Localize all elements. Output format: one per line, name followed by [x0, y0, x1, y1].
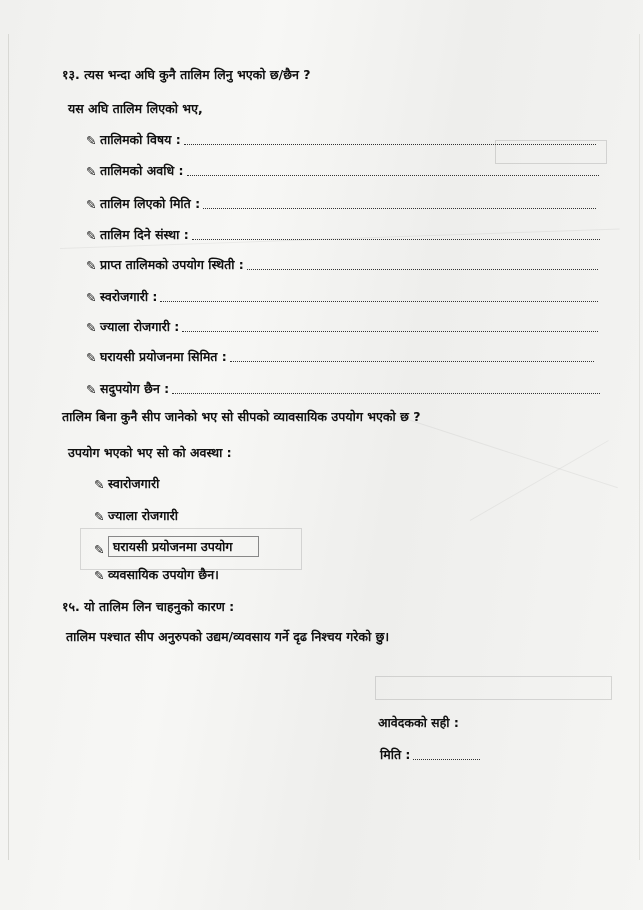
field-household-use[interactable] [86, 348, 594, 365]
bleed-through-box [375, 676, 612, 700]
q15-answer-text: तालिम पश्चात सीप अनुरुपको उद्यम/व्यवसाय गर्ने दृढ निश्चय गरेको छु। [66, 629, 390, 644]
pencil-bullet-icon: ✎ [86, 258, 97, 273]
field-not-used[interactable] [86, 380, 600, 397]
q15-heading [62, 598, 234, 615]
option-label: घरायसी प्रयोजनमा उपयोग [108, 536, 259, 557]
q14-heading [62, 408, 420, 425]
signature-date-label: मिति : [380, 747, 411, 762]
fill-line[interactable] [203, 207, 596, 209]
field-label: घरायसी प्रयोजनमा सिमित : [100, 349, 227, 364]
q13-intro [68, 100, 203, 117]
q14-heading-text: तालिम बिना कुनै सीप जानेको भए सो सीपको व्यावसायिक उपयोग भएको छ ? [62, 409, 421, 424]
pencil-bullet-icon: ✎ [94, 477, 105, 492]
field-training-duration[interactable] [86, 162, 599, 179]
date-fill-line[interactable] [413, 758, 480, 760]
fill-line[interactable] [160, 300, 598, 302]
field-label: तालिमको अवधि : [100, 163, 184, 178]
q13-intro-text: यस अघि तालिम लिएको भए, [68, 101, 203, 116]
fill-line[interactable] [247, 268, 598, 270]
pencil-bullet-icon: ✎ [86, 228, 97, 243]
field-label: सदुपयोग छैन : [100, 381, 170, 396]
pencil-bullet-icon: ✎ [86, 320, 97, 335]
q13-heading [62, 66, 311, 83]
pencil-bullet-icon: ✎ [94, 509, 105, 524]
q14-intro [68, 444, 232, 461]
field-training-institution[interactable] [86, 226, 600, 243]
pencil-bullet-icon: ✎ [86, 290, 97, 305]
field-label: तालिमको विषय : [100, 132, 181, 147]
fill-line[interactable] [172, 392, 600, 394]
option-label: स्वारोजगारी [108, 476, 160, 491]
field-wage-employment[interactable] [86, 318, 598, 335]
fill-line[interactable] [184, 143, 596, 145]
option-household-use[interactable] [94, 536, 259, 557]
q14-intro-text: उपयोग भएको भए सो को अवस्था : [68, 445, 232, 460]
option-no-business-use[interactable] [94, 566, 219, 583]
fill-line[interactable] [182, 330, 598, 332]
field-label: तालिम दिने संस्था : [100, 227, 189, 242]
field-self-employment[interactable] [86, 288, 598, 305]
applicant-signature-label: आवेदकको सही : [378, 715, 459, 730]
option-label: ज्याला रोजगारी [108, 508, 178, 523]
field-label: प्राप्त तालिमको उपयोग स्थिती : [100, 257, 244, 272]
pencil-bullet-icon: ✎ [94, 542, 105, 557]
fill-line[interactable] [230, 360, 594, 362]
q15-answer [66, 628, 389, 645]
option-label: व्यवसायिक उपयोग छैन। [108, 567, 219, 582]
applicant-signature[interactable] [378, 714, 459, 731]
q13-heading-text: १३. त्यस भन्दा अघि कुनै तालिम लिनु भएको छ/छैन ? [62, 67, 311, 82]
pencil-bullet-icon: ✎ [86, 133, 97, 148]
pencil-bullet-icon: ✎ [86, 197, 97, 212]
field-label: तालिम लिएको मिति : [100, 196, 201, 211]
signature-date[interactable] [380, 746, 480, 763]
field-training-usage-status[interactable] [86, 256, 598, 273]
pencil-bullet-icon: ✎ [86, 382, 97, 397]
field-label: ज्याला रोजगारी : [100, 319, 180, 334]
pencil-bullet-icon: ✎ [86, 164, 97, 179]
pencil-bullet-icon: ✎ [94, 568, 105, 583]
option-wage-employment[interactable] [94, 507, 178, 524]
field-training-subject[interactable] [86, 131, 596, 148]
field-training-date[interactable] [86, 195, 596, 212]
option-self-employment[interactable] [94, 475, 159, 492]
fill-line[interactable] [187, 174, 599, 176]
pencil-bullet-icon: ✎ [86, 350, 97, 365]
field-label: स्वरोजगारी : [100, 289, 158, 304]
q15-heading-text: १५. यो तालिम लिन चाहनुको कारण : [62, 599, 235, 614]
fill-line[interactable] [192, 238, 600, 240]
